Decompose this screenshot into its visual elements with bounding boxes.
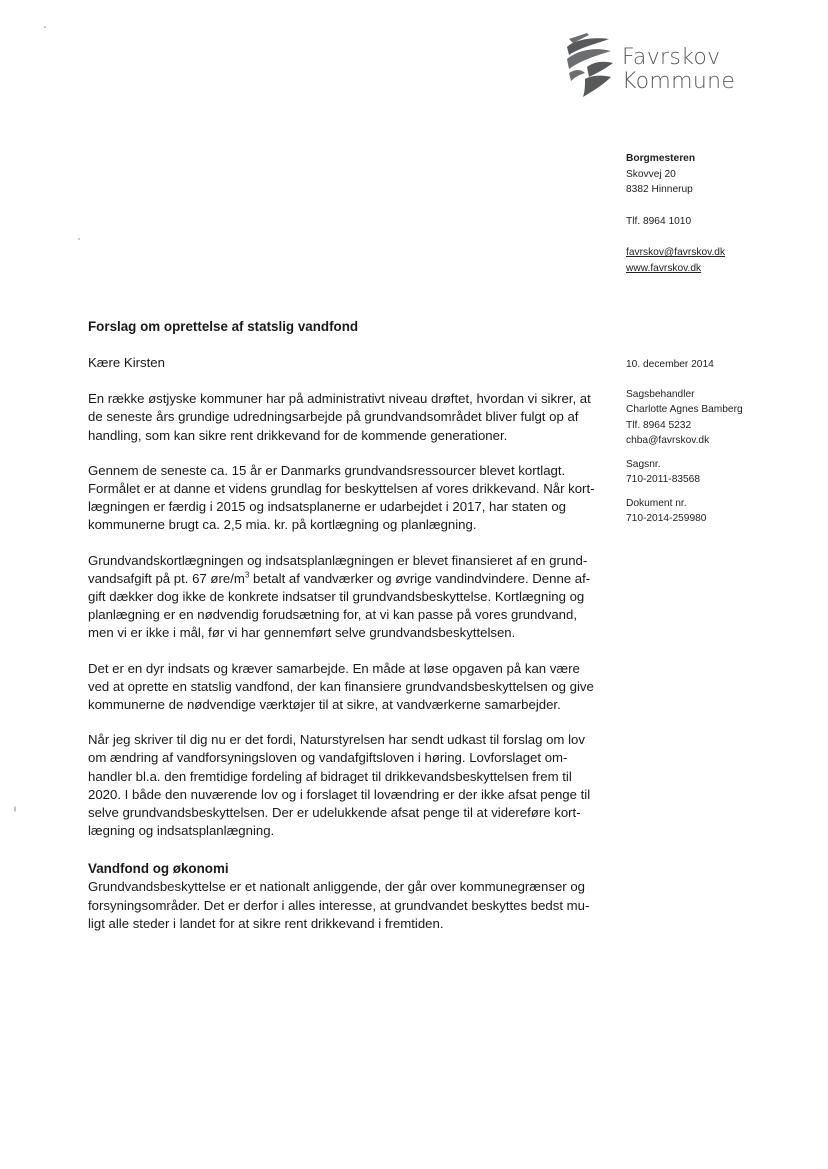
handler-email: chba@favrskov.dk [626, 435, 710, 446]
case-label: Sagsnr. [626, 458, 661, 470]
logo-text-kommune: Kommune [622, 69, 736, 94]
text-fragment: vandsafgift på pt. 67 øre/m [88, 570, 245, 586]
text-line: Grundvandskortlægningen og indsatsplanlægningen er blevet finansieret af en grund- [88, 552, 588, 568]
letter-greeting: Kære Kirsten [88, 355, 165, 370]
text-line: handler bl.a. den fremtidige fordeling af bidraget til drikkevandsbeskyttelsen frem til [88, 768, 572, 784]
text-line: men vi er ikke i mål, før vi har gennemført selve grundvandsbeskyttelsen. [88, 625, 516, 641]
sender-web-link[interactable]: www.favrskov.dk [626, 262, 702, 274]
text-line: ved at oprette en statslig vandfond, der kan finansiere grundvandsbeskyttelsen og give [88, 678, 594, 694]
text-line: Gennem de seneste ca. 15 år er Danmarks grundvandsressourcer blevet kortlagt. [88, 462, 566, 478]
logo-text-favrskov: Favrskov [622, 45, 721, 70]
paragraph-3 [88, 552, 603, 643]
letter-subject: Forslag om oprettelse af statslig vandfond [88, 319, 359, 334]
text-line: lægning og indsatsplanlægning. [88, 823, 275, 839]
handler-label: Sagsbehandler [626, 388, 695, 400]
text-line: Det er en dyr indsats og kræver samarbejde. En måde at løse opgaven på kan være [88, 660, 580, 676]
sender-title: Borgmesteren [626, 153, 696, 164]
text-line: de seneste års grundige udredningsarbejde på grundvandsområdet bliver fulgt op af [88, 409, 579, 425]
sender-phone: Tlf. 8964 1010 [626, 215, 692, 227]
superscript: 3 [244, 570, 250, 580]
text-fragment: betalt af vandværker og øvrige vandindvindere. Denne af- [249, 570, 591, 586]
text-line: Formålet er at danne et videns grundlag for beskyttelsen af vores drikkevand. Når kort- [88, 481, 595, 497]
text-line: lægningen er færdig i 2015 og indsatsplanerne er udarbejdet i 2017, har staten og [88, 499, 567, 515]
case-number: 710-2011-83568 [626, 474, 701, 485]
scan-speck [44, 26, 46, 28]
paragraph-5 [88, 731, 603, 840]
section-heading: Vandfond og økonomi [88, 861, 229, 877]
text-line: planlægning er en nødvendig forudsætning for, at vi kan passe på vores grundvand, [88, 607, 577, 623]
text-line: En række østjyske kommuner har på administrativt niveau drøftet, hvordan vi sikrer, at [88, 391, 591, 407]
text-line: selve grundvandsbeskyttelsen. Der er udelukkende afsat penge til at videreføre kort- [88, 805, 581, 821]
handler-phone: Tlf. 8964 5232 [626, 419, 692, 431]
letter-date: 10. december 2014 [626, 359, 714, 370]
scan-speck [14, 806, 16, 812]
sender-info-column [626, 151, 816, 527]
text-line: ligt alle steder i landet for at sikre rent drikkevand i fremtiden. [88, 915, 444, 931]
scan-speck [78, 238, 80, 240]
sender-email-link[interactable]: favrskov@favrskov.dk [626, 247, 726, 258]
letter-body [88, 318, 603, 933]
paragraph-2 [88, 462, 603, 535]
favrskov-logo [565, 33, 745, 103]
text-line: 2020. I både den nuværende lov og i forslaget til lovændring er der ikke afsat penge til [88, 786, 591, 802]
text-line: gift dækker dog ikke de konkrete indsatser til grundvandsbeskyttelse. Kortlægning og [88, 589, 585, 605]
text-line: Grundvandsbeskyttelse er et nationalt anliggende, der går over kommunegrænser og [88, 879, 586, 895]
text-line: handling, som kan sikre rent drikkevand for de kommende generationer. [88, 427, 508, 443]
sender-city: 8382 Hinnerup [626, 184, 693, 195]
document-label: Dokument nr. [626, 497, 687, 509]
text-line: Når jeg skriver til dig nu er det fordi, Naturstyrelsen har sendt udkast til forslag om lov [88, 732, 585, 748]
leaf-emblem-icon [565, 33, 615, 99]
text-line: forsyningsområder. Det er derfor i alles interesse, at grundvandet beskyttes bedst mu- [88, 897, 590, 913]
document-number: 710-2014-259980 [626, 513, 707, 524]
handler-name: Charlotte Agnes Bamberg [626, 404, 743, 415]
text-line: kommunerne brugt ca. 2,5 mia. kr. på kortlægning og planlægning. [88, 517, 477, 533]
sender-street: Skovvej 20 [626, 168, 676, 180]
paragraph-6 [88, 878, 603, 933]
paragraph-4 [88, 660, 603, 715]
paragraph-1 [88, 390, 603, 445]
text-line: kommunerne de nødvendige værktøjer til at sikre, at vandværkerne samarbejder. [88, 697, 561, 713]
text-line: om ændring af vandforsyningsloven og vandafgiftsloven i høring. Lovforslaget om- [88, 750, 568, 766]
text-line [88, 570, 603, 588]
